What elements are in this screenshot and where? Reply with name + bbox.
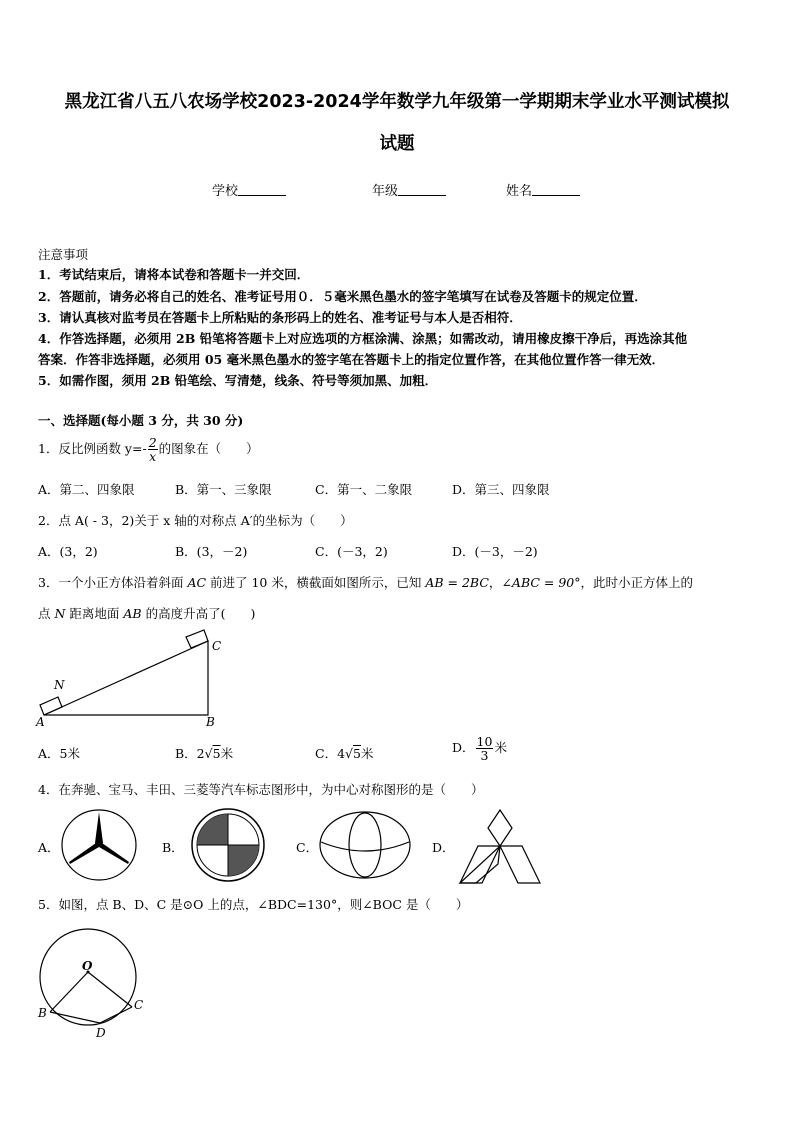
q1-option-b[interactable]: B．第一、三象限 (175, 482, 272, 497)
question-3-line2 (38, 604, 255, 622)
question-5: 5．如图，点 B、D、C 是⊙O 上的点，∠BDC=130°，则∠BOC 是（ ） (38, 897, 469, 912)
q2-option-c[interactable]: C．(－3，2) (315, 544, 388, 559)
label-a: A (36, 715, 45, 729)
q3-n: N (54, 606, 66, 621)
school-field (212, 180, 286, 199)
grade-field (372, 180, 446, 199)
document-title-line1: 黑龙江省八五八农场学校2023-2024学年数学九年级第一学期期末学业水平测试模拟 (64, 92, 730, 112)
q3-b-radicand: 5 (212, 746, 221, 761)
q3-ab: AB (123, 606, 142, 621)
q3-d-fraction (476, 735, 494, 762)
question-1 (38, 436, 259, 463)
notice-item: 1．考试结束后，请将本试卷和答题卡一并交回． (38, 267, 310, 282)
q4-option-a-label[interactable]: A． (38, 840, 60, 855)
q4-option-d-label[interactable]: D． (432, 840, 455, 855)
label-o: O (82, 959, 93, 973)
q3-d-denominator: 3 (480, 748, 489, 763)
label-c: C (212, 639, 222, 653)
document-title-line2: 试题 (379, 134, 415, 154)
q2-option-a[interactable]: A．(3，2) (38, 544, 98, 559)
q3-text: 3．一个小正方体沿着斜面 (38, 575, 188, 590)
name-label: 姓名 (506, 184, 533, 199)
label-d: D (96, 1026, 106, 1040)
q3-c-radicand: 5 (353, 746, 361, 761)
q4-option-b-label[interactable]: B． (162, 840, 184, 855)
q1-fraction (148, 436, 158, 463)
q3-option-b[interactable]: B．2√5米 (175, 746, 234, 761)
question-3-line1 (38, 573, 693, 591)
notice-item: 3．请认真核对监考员在答题卡上所粘贴的条形码上的姓名、准考证号与本人是否相符． (38, 310, 522, 325)
q3-text: ，此时小正方体上的 (580, 575, 694, 590)
q1-numerator: 2 (148, 435, 157, 450)
q3-text: 前进了 10 米，横截面如图所示，已知 (206, 575, 426, 590)
label-b: B (38, 1006, 47, 1020)
q1-prefix: 1．反比例函数 y=- (38, 441, 147, 456)
q3-d-unit: 米 (494, 740, 507, 755)
cube-at-a (40, 697, 62, 715)
school-blank[interactable] (238, 183, 286, 196)
toyota-logo-icon[interactable] (318, 810, 412, 880)
q2-option-b[interactable]: B．(3，－2) (175, 544, 248, 559)
q3-condition-1: AB = 2BC (425, 575, 489, 590)
q5-circle-figure (34, 925, 160, 1045)
notice-item: 答案．作答非选择题，必须用 05 毫米黑色墨水的签字笔在答题卡上的指定位置作答，在其他位置作答一律无效． (38, 352, 665, 367)
label-b: B (206, 715, 215, 729)
q3-c-coef: C．4 (315, 746, 346, 761)
q3-b-unit: 米 (220, 746, 234, 761)
q1-suffix: 的图象在（ ） (158, 441, 259, 456)
name-blank[interactable] (532, 183, 580, 196)
q3-option-a[interactable]: A．5米 (38, 746, 80, 761)
q3-text: 点 (38, 606, 55, 621)
notice-item: 4．作答选择题，必须用 2B 铅笔将答题卡上对应选项的方框涂满、涂黑；如需改动，请用橡皮擦干净后，再选涂其他 (38, 331, 688, 346)
notice-item: 5．如需作图，须用 2B 铅笔绘、写清楚，线条、符号等须加黑、加粗． (38, 373, 438, 388)
label-n: N (54, 678, 65, 692)
q3-b-coef: B．2 (175, 746, 205, 761)
q3-c-unit: 米 (360, 746, 374, 761)
cube-at-c (186, 630, 208, 648)
notice-heading: 注意事项 (38, 247, 89, 262)
bmw-logo-icon[interactable] (188, 807, 268, 883)
q3-option-d[interactable] (452, 735, 507, 762)
q3-condition-2: ∠ABC = 90° (501, 575, 581, 590)
question-4: 4．在奔驰、宝马、丰田、三菱等汽车标志图形中，为中心对称图形的是（ ） (38, 782, 484, 797)
q3-d-numerator: 10 (476, 734, 493, 749)
school-label: 学校 (212, 184, 239, 199)
question-2: 2．点 A( - 3，2)关于 x 轴的对称点 A′的坐标为（ ） (38, 513, 353, 528)
grade-blank[interactable] (398, 183, 446, 196)
q1-denominator: x (149, 449, 157, 464)
section-heading: 一、选择题(每小题 3 分，共 30 分) (38, 413, 244, 428)
q4-option-c-label[interactable]: C． (296, 840, 319, 855)
label-c: C (134, 998, 144, 1012)
grade-label: 年级 (372, 184, 399, 199)
mercedes-logo-icon[interactable] (58, 807, 140, 883)
q1-option-d[interactable]: D．第三、四象限 (452, 482, 550, 497)
q3-slope-figure (34, 628, 234, 730)
q3-text: ， (488, 575, 502, 590)
q1-option-c[interactable]: C．第一、二象限 (315, 482, 413, 497)
q3-d-label: D． (452, 740, 475, 755)
q3-text: 的高度升高了( ) (141, 606, 256, 621)
q3-ac: AC (187, 575, 207, 590)
q3-text: 距离地面 (65, 606, 124, 621)
name-field (506, 180, 580, 199)
q1-option-a[interactable]: A．第二、四象限 (38, 482, 135, 497)
q2-option-d[interactable]: D．(－3，－2) (452, 544, 538, 559)
q3-option-c[interactable]: C．4√5米 (315, 746, 374, 761)
notice-item: 2．答题前，请务必将自己的姓名、准考证号用０．５毫米黑色墨水的签字笔填写在试卷及答题卡的规定位置． (38, 289, 647, 304)
mitsubishi-logo-icon[interactable] (456, 808, 544, 886)
slope-triangle (44, 641, 208, 715)
